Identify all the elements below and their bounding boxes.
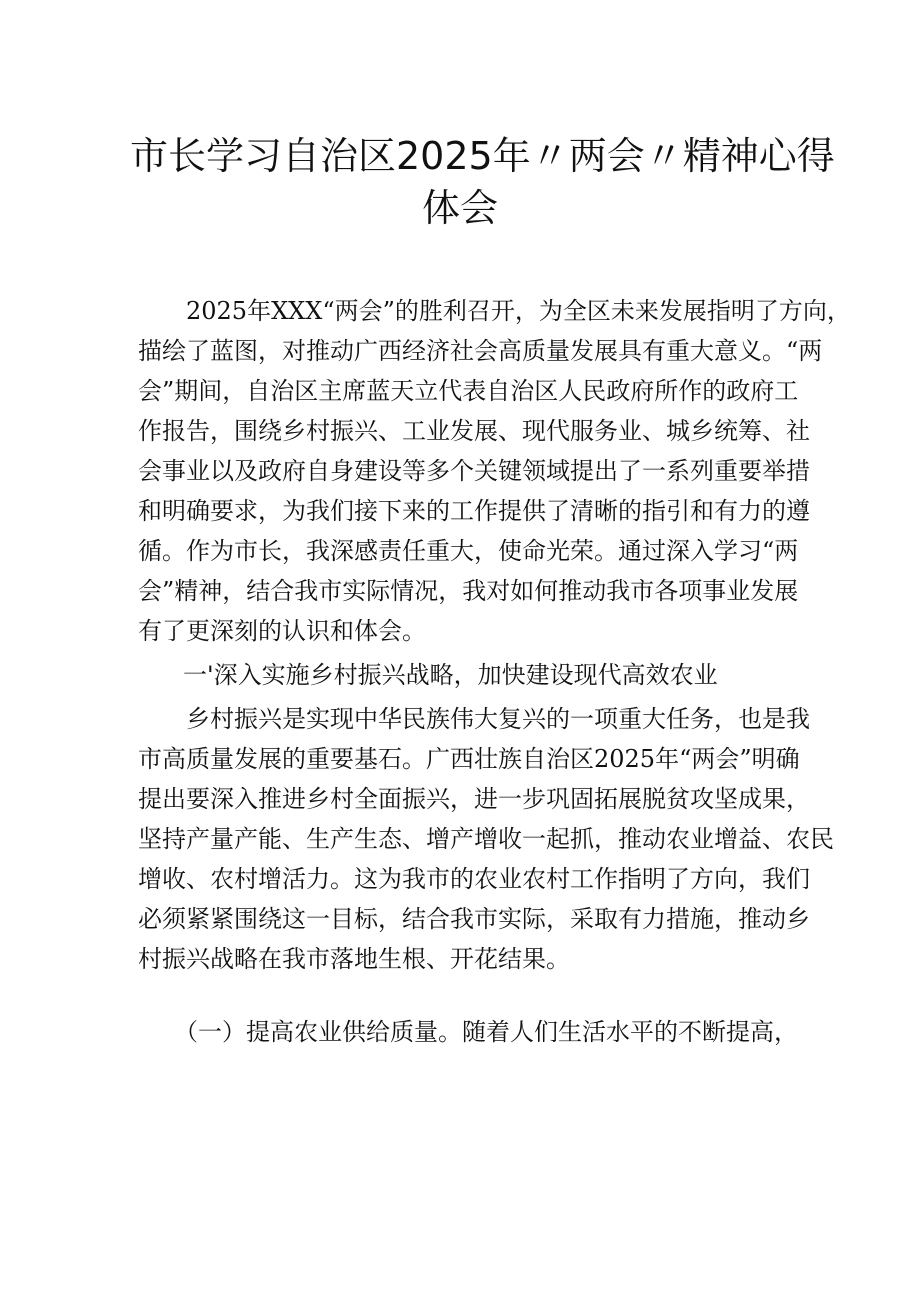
intro-line: 作报告，围绕乡村振兴、工业发展、现代服务业、城乡统筹、社 (138, 417, 810, 445)
section-line: 增收、农村增活力。这为我市的农业农村工作指明了方向，我们 (138, 865, 810, 893)
section-line: 坚持产量产能、生产生态、增产增收一起抓，推动农业增益、农民 (138, 825, 834, 853)
section-line: 市高质量发展的重要基石。广西壮族自治区2025年“两会”明确 (138, 745, 800, 773)
section-line: 村振兴战略在我市落地生根、开花结果。 (138, 945, 570, 973)
section-line: 提出要深入推进乡村全面振兴，进一步巩固拓展脱贫攻坚成果， (138, 785, 810, 813)
intro-line: 和明确要求，为我们接下来的工作提供了清晰的指引和有力的遵 (138, 497, 810, 525)
section-heading: 一'深入实施乡村振兴战略，加快建设现代高效农业 (183, 661, 718, 689)
intro-line: 描绘了蓝图，对推动广西经济社会高质量发展具有重大意义。“两 (138, 337, 823, 365)
document-title-line-1: 市长学习自治区2025年〃两会〃精神心得 (130, 134, 835, 178)
intro-line: 循。作为市长，我深感责任重大，使命光荣。通过深入学习“两 (138, 537, 799, 565)
section-line: 乡村振兴是实现中华民族伟大复兴的一项重大任务，也是我 (138, 705, 810, 733)
document-title-line-2: 体会 (421, 186, 498, 230)
intro-line: 有了更深刻的认识和体会。 (138, 617, 426, 645)
section-line: 必须紧紧围绕这一目标，结合我市实际，采取有力措施，推动乡 (138, 905, 810, 933)
intro-line: 会”期间，自治区主席蓝天立代表自治区人民政府所作的政府工 (138, 377, 799, 405)
intro-line: 会”精神，结合我市实际情况，我对如何推动我市各项事业发展 (138, 577, 799, 605)
intro-line: 会事业以及政府自身建设等多个关键领域提出了一系列重要举措 (138, 457, 810, 485)
subsection-line: （一）提高农业供给质量。随着人们生活水平的不断提高， (138, 1018, 798, 1046)
intro-line: 2025年XXX“两会”的胜利召开，为全区未来发展指明了方向， (138, 297, 851, 325)
